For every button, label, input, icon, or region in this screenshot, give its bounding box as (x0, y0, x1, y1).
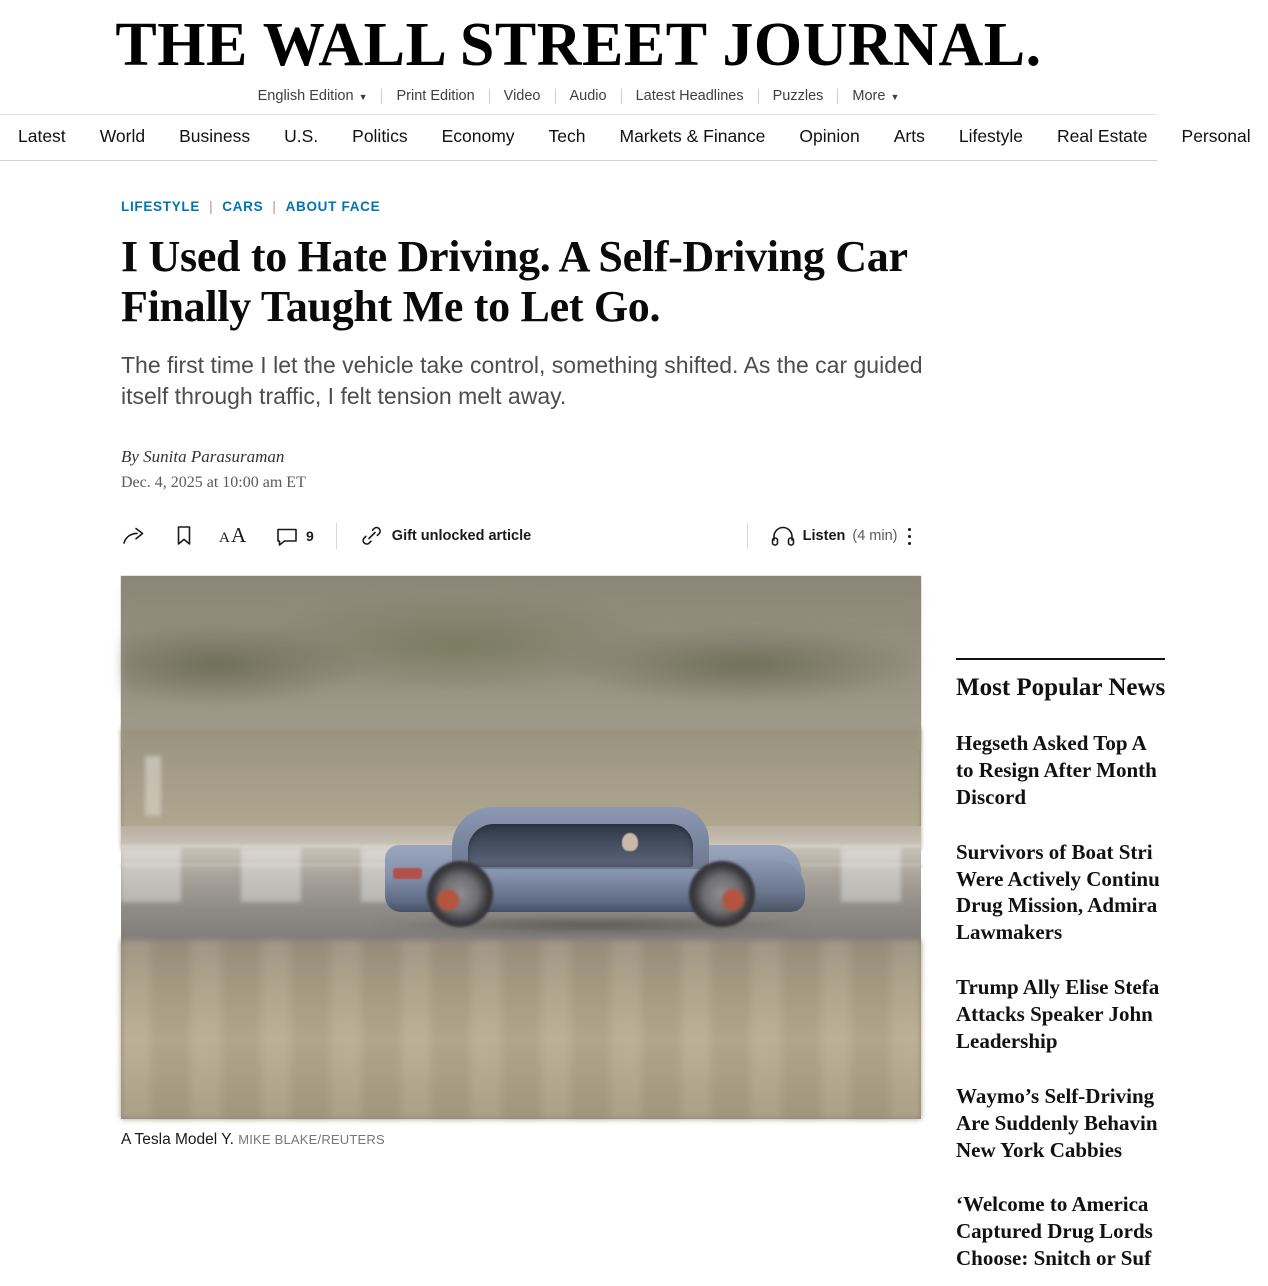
car-rear-wheel (427, 861, 493, 927)
car-rear-brake-caliper (437, 889, 459, 911)
list-item[interactable] (956, 1069, 1165, 1178)
rail-item-line: Drug Mission, Admira (956, 893, 1158, 918)
breadcrumb-item-about-face[interactable]: ABOUT FACE (285, 199, 381, 214)
share-icon (121, 524, 147, 548)
kebab-dot (908, 528, 912, 532)
figure-caption (121, 1131, 921, 1149)
page-body (0, 161, 1166, 1286)
rail-item-line: Survivors of Boat Stri (956, 839, 1153, 864)
nav-puzzles[interactable]: Puzzles (772, 88, 824, 104)
nav-item-markets-finance[interactable]: Markets & Finance (619, 126, 766, 146)
hero-image (121, 576, 921, 1119)
rail-item-line: Were Actively Continu (956, 866, 1160, 891)
byline[interactable]: By Sunita Parasuraman (121, 447, 285, 467)
svg-text:A: A (219, 530, 230, 547)
text-size-icon (219, 524, 249, 548)
chevron-down-icon: ▼ (358, 91, 368, 102)
nav-more[interactable] (838, 88, 913, 104)
nav-item-personal[interactable]: Personal (1181, 126, 1251, 146)
nav-latest-headlines[interactable]: Latest Headlines (635, 88, 744, 104)
edition-label: English Edition (257, 88, 354, 104)
rail-item-line: Attacks Speaker John (956, 1002, 1153, 1026)
nav-item-arts[interactable]: Arts (893, 126, 925, 146)
bookmark-icon (175, 524, 193, 548)
kebab-dot (908, 535, 912, 539)
page-title: I Used to Hate Driving. A Self-Driving Car Finally Taught Me to Let Go. (121, 232, 907, 332)
nav-item-real-estate[interactable]: Real Estate (1057, 126, 1148, 146)
breadcrumb-separator: | (272, 199, 277, 214)
rail-list (956, 716, 1165, 1286)
nav-audio[interactable]: Audio (569, 88, 607, 104)
nav-item-world[interactable]: World (99, 126, 146, 146)
rail-item-line: Captured Drug Lords (956, 1219, 1153, 1244)
breadcrumb-item-lifestyle[interactable]: LIFESTYLE (121, 199, 201, 214)
comments-count: 9 (306, 528, 314, 545)
figure-caption-text: A Tesla Model Y. (121, 1131, 234, 1149)
list-item[interactable] (956, 1177, 1165, 1286)
image-foreground-streaks (121, 940, 921, 1119)
comment-icon (275, 524, 299, 548)
nav-item-latest[interactable]: Latest (18, 126, 66, 146)
listen-button[interactable] (770, 524, 898, 548)
list-item[interactable] (956, 825, 1165, 961)
image-hills-band (121, 587, 921, 728)
nav-print-edition[interactable]: Print Edition (396, 88, 475, 104)
edition-selector[interactable] (244, 88, 382, 104)
nav-item-tech[interactable]: Tech (548, 126, 586, 146)
breadcrumb-separator: | (209, 199, 214, 214)
rail-item-line: Are Suddenly Behavin (956, 1110, 1158, 1135)
article-column (0, 161, 940, 1149)
hero-figure (121, 576, 921, 1149)
masthead (0, 0, 1157, 114)
rail-item-line: Leadership (956, 1028, 1058, 1053)
text-size-button[interactable] (219, 524, 275, 548)
nav-item-business[interactable]: Business (179, 126, 251, 146)
rail-item-line: Lawmakers (956, 920, 1063, 945)
rail-item-line: New York Cabbies (956, 1137, 1123, 1162)
nav-item-opinion[interactable]: Opinion (799, 126, 860, 146)
wsj-logo[interactable]: THE WALL STREET JOURNAL. (115, 11, 1042, 79)
primary-nav-bar (0, 114, 1251, 161)
gift-link-icon (359, 524, 385, 548)
rail-item-line: Waymo’s Self-Driving (956, 1083, 1155, 1108)
car-taillight (393, 868, 422, 879)
gift-article-label: Gift unlocked article (391, 528, 532, 545)
edition-bar (0, 82, 1157, 114)
image-rail-post (145, 756, 161, 816)
breadcrumb-item-cars[interactable]: CARS (222, 199, 264, 214)
listen-duration: (4 min) (852, 528, 898, 545)
car-shadow (368, 916, 817, 934)
rail-item-line: to Resign After Month (956, 757, 1157, 782)
primary-nav (0, 115, 1251, 160)
nav-video[interactable]: Video (503, 88, 541, 104)
nav-item-economy[interactable]: Economy (441, 126, 515, 146)
share-button[interactable] (121, 524, 175, 548)
list-item[interactable] (956, 960, 1165, 1069)
nav-more-label: More (852, 88, 886, 104)
nav-item-politics[interactable]: Politics (352, 126, 408, 146)
tesla-model-y-car (385, 807, 801, 926)
chevron-down-icon: ▼ (890, 91, 900, 102)
rail-item-line: Trump Ally Elise Stefa (956, 975, 1160, 1000)
rail-item-line: Choose: Snitch or Suf (956, 1246, 1152, 1271)
figure-credit: MIKE BLAKE/REUTERS (238, 1132, 385, 1148)
timestamp: Dec. 4, 2025 at 10:00 am ET (121, 474, 306, 492)
headphones-icon (770, 524, 796, 548)
breadcrumb (121, 199, 940, 214)
most-popular-rail (940, 658, 1165, 1286)
car-windows (468, 824, 693, 867)
nav-item-us[interactable]: U.S. (284, 126, 319, 146)
bookmark-button[interactable] (175, 524, 219, 548)
list-item[interactable] (956, 716, 1165, 825)
rail-title: Most Popular News (956, 658, 1165, 702)
divider (747, 523, 748, 549)
article-action-bar (121, 514, 921, 558)
svg-text:A: A (231, 523, 247, 548)
car-front-wheel (689, 861, 755, 927)
divider (336, 523, 337, 549)
rail-item-line: Hegseth Asked Top A (956, 731, 1147, 755)
rail-item-line: ‘Welcome to America (956, 1192, 1149, 1217)
nav-item-lifestyle[interactable]: Lifestyle (958, 126, 1024, 146)
rail-item-line: Discord (956, 784, 1026, 809)
gift-article-button[interactable] (359, 524, 531, 548)
article-dek: The first time I let the vehicle take control, something shifted. As the car guided itself through traffic, I felt tension melt away. (121, 352, 923, 410)
car-front-brake-caliper (722, 889, 744, 911)
car-driver (622, 833, 638, 851)
kebab-dot (908, 542, 912, 546)
more-options-button[interactable] (898, 528, 922, 546)
comments-button[interactable] (275, 524, 336, 548)
listen-label: Listen (802, 528, 846, 545)
